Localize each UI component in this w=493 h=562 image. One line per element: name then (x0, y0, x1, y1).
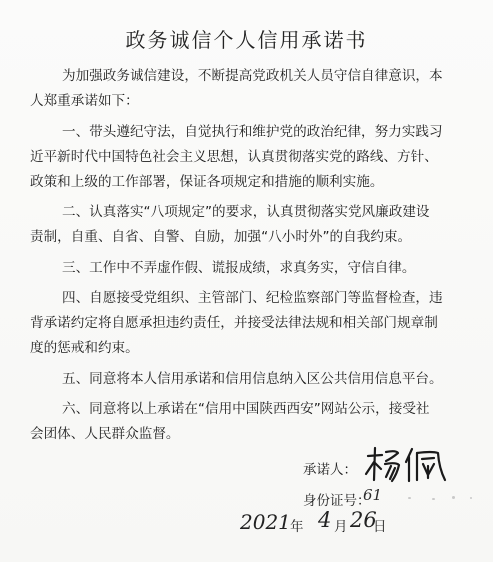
body-line: 二、认真落实“八项规定”的要求，认真贯彻落实党风廉政建设 (62, 204, 430, 220)
body-line: 三、工作中不弄虚作假、谎报成绩，求真务实，守信自律。 (62, 260, 416, 276)
id-number-handwritten: 61 (363, 486, 383, 504)
scan-speck (408, 497, 411, 499)
handwritten-signature (362, 444, 450, 484)
date-month-unit: 月 (334, 519, 348, 535)
body-line: 一、带头遵纪守法，自觉执行和维护党的政治纪律，努力实践习 (62, 124, 443, 140)
scan-speck (452, 496, 455, 499)
date-year: 2021 (240, 510, 291, 534)
scan-speck (470, 497, 472, 499)
date-day: 26 (350, 508, 377, 532)
body-line: 六、同意将以上承诺在“信用中国陕西西安”网站公示，接受社 (62, 401, 430, 417)
body-line: 四、自愿接受党组织、主管部门、纪检监察部门等监督检查，违 (62, 290, 443, 306)
body-line: 五、同意将本人信用承诺和信用信息纳入区公共信用信息平台。 (62, 371, 443, 387)
date-year-unit: 年 (290, 519, 304, 535)
body-line: 责制，自重、自省、自警、自励，加强“八小时外”的自我约束。 (30, 229, 412, 245)
body-line: 政策和上级的工作部署，保证各项规定和措施的顺利实施。 (30, 174, 384, 190)
date-month: 4 (318, 508, 332, 532)
scan-speck (432, 498, 435, 500)
date-day-unit: 日 (373, 519, 387, 535)
body-line: 背承诺约定将自愿承担违约责任，并接受法律法规和相关部门规章制 (30, 315, 438, 331)
body-line: 会团体、人民群众监督。 (30, 426, 180, 442)
body-line: 近平新时代中国特色社会主义思想，认真贯彻落实党的路线、方针、 (30, 149, 438, 165)
body-line: 度的惩戒和约束。 (30, 340, 139, 356)
id-label: 身份证号： (303, 493, 371, 509)
body-line: 为加强政务诚信建设，不断提高党政机关人员守信自律意识，本 (62, 68, 443, 84)
body-line: 人郑重承诺如下： (30, 93, 139, 109)
promiser-label: 承诺人： (303, 462, 357, 478)
document-title: 政务诚信个人信用承诺书 (125, 28, 368, 52)
